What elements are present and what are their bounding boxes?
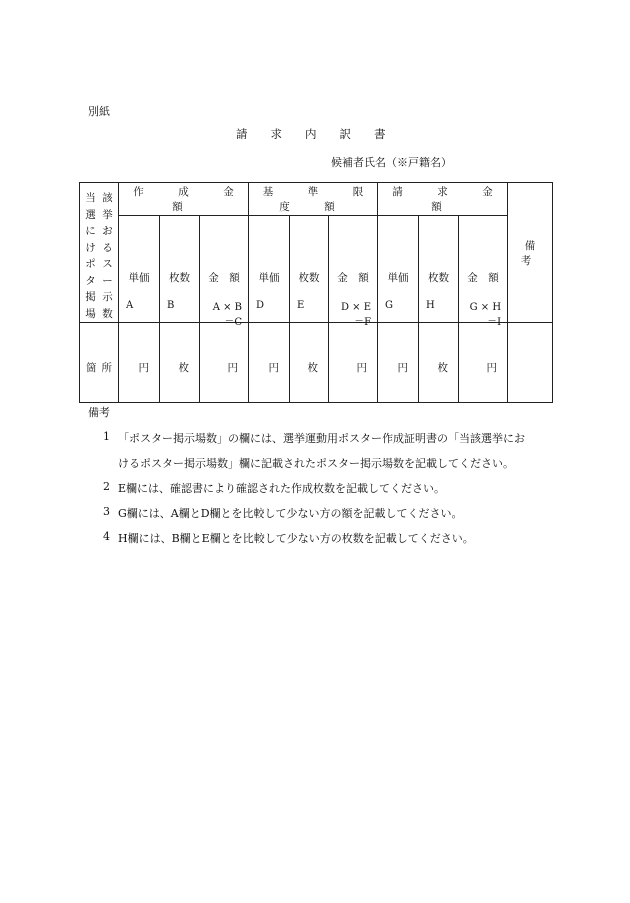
- note-number: 2: [103, 480, 110, 493]
- unit-cell[interactable]: 円: [378, 323, 419, 403]
- row-header-char: 挙: [102, 208, 113, 221]
- unit-cell[interactable]: 円: [249, 323, 290, 403]
- column-header-7: [419, 216, 459, 323]
- column-header-4: [290, 216, 329, 323]
- row-header-char: 示: [102, 291, 113, 303]
- note-number: 4: [103, 530, 110, 543]
- row-header-char: 当: [85, 192, 96, 204]
- attachment-label: 別紙: [88, 105, 110, 118]
- note-number: 1: [103, 430, 110, 443]
- candidate-name-label: 候補者氏名（※戸籍名）: [331, 156, 452, 169]
- unit-cell[interactable]: 枚: [160, 323, 200, 403]
- column-label: 枚数: [169, 272, 190, 285]
- note-text-line: けるポスター掲示場数」欄に記載されたポスター掲示場数を記載してください。: [118, 457, 514, 470]
- column-label: 枚数: [428, 272, 450, 285]
- column-letter: G: [385, 300, 394, 312]
- column-label: 金 額: [208, 272, 240, 285]
- group-header-creation-amount: 作 成 金 額: [119, 183, 249, 216]
- column-formula: D × E ＝F: [340, 302, 372, 329]
- row-header-char: タ: [85, 274, 96, 287]
- column-header-3: [249, 216, 290, 323]
- unit-cell[interactable]: 円: [459, 323, 508, 403]
- row-header-char: 数: [102, 307, 113, 320]
- row-header-char: 場: [85, 307, 96, 320]
- row-header-char: 掲: [85, 291, 96, 303]
- row-header-char: ー: [102, 274, 113, 287]
- note-text-line: 「ポスター掲示場数」の欄には、選挙運動用ポスター作成証明書の「当該選挙にお: [118, 432, 525, 445]
- row-header-text: [80, 191, 118, 322]
- unit-cell[interactable]: 円: [329, 323, 378, 403]
- column-header-2: [200, 216, 249, 329]
- column-label: 金 額: [337, 272, 369, 285]
- column-header-8: [459, 216, 508, 329]
- note-text-line: E欄には、確認書により確認された作成枚数を記載してください。: [118, 482, 446, 495]
- note-text-line: G欄には、A欄とD欄とを比較して少ない方の額を記載してください。: [118, 507, 463, 520]
- column-label: 金 額: [467, 272, 499, 285]
- row-header-char: ポ: [85, 258, 96, 270]
- row-header-char: 選: [85, 208, 96, 221]
- group-header-limit-amount: 基 準 限 度 額: [249, 183, 378, 216]
- unit-cell[interactable]: 円: [200, 323, 249, 403]
- column-header-1: [160, 216, 200, 323]
- column-header-0: [119, 216, 160, 323]
- row-header-char: る: [102, 241, 113, 254]
- unit-cell[interactable]: 枚: [419, 323, 459, 403]
- row-header-cell: [80, 183, 119, 323]
- row-header-char: ス: [102, 258, 113, 270]
- group-header-claim-amount: 請 求 金 額: [378, 183, 508, 216]
- breakdown-table: [79, 182, 562, 403]
- row-header-char: け: [85, 241, 96, 254]
- note-number: 3: [103, 505, 110, 518]
- column-letter: A: [126, 300, 134, 312]
- note-text-line: H欄には、B欄とE欄とを比較して少ない方の枚数を記載してください。: [118, 532, 474, 545]
- column-header-6: [378, 216, 419, 323]
- row-header-char: お: [102, 225, 113, 237]
- remarks-header: 備 考: [508, 183, 553, 323]
- column-formula: G × H ＝I: [469, 302, 502, 329]
- column-letter: H: [426, 300, 435, 312]
- column-letter: D: [256, 300, 265, 312]
- column-formula: A × B ＝C: [212, 302, 243, 329]
- column-label: 枚数: [298, 272, 320, 285]
- row-header-char: 該: [102, 192, 113, 204]
- column-label: 単価: [128, 272, 150, 285]
- unit-cell[interactable]: 円: [119, 323, 160, 403]
- column-letter: E: [297, 300, 305, 312]
- remarks-cell[interactable]: [508, 323, 553, 403]
- document-title: 請求内訳書: [236, 127, 409, 141]
- unit-cell[interactable]: 枚: [290, 323, 329, 403]
- notes-title: 備考: [88, 406, 110, 419]
- column-label: 単価: [387, 272, 409, 285]
- data-row-label: 箇所: [80, 323, 119, 403]
- column-letter: B: [167, 300, 175, 312]
- row-header-char: に: [85, 225, 96, 237]
- column-label: 単価: [258, 272, 280, 285]
- column-header-5: [329, 216, 378, 329]
